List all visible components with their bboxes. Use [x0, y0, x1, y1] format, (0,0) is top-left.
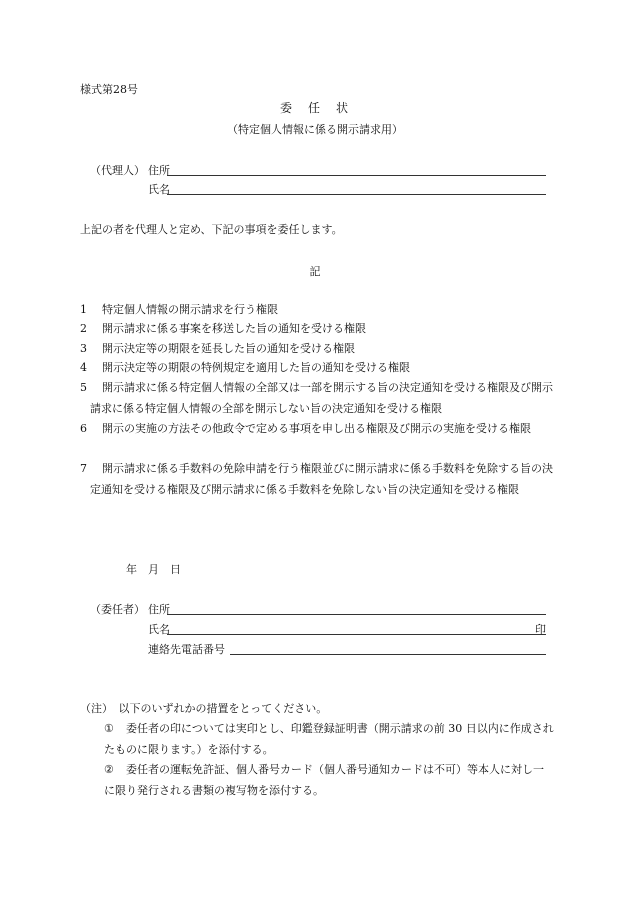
item-number: 3	[80, 342, 87, 355]
item-number: 1	[80, 303, 87, 316]
item-number: 2	[80, 322, 87, 335]
form-number: 様式第28号	[80, 83, 138, 96]
list-item	[80, 419, 556, 440]
principal-phone-label: 連絡先電話番号	[148, 643, 225, 656]
principal-role-label: （委任者）	[90, 603, 145, 616]
item-number: 6	[80, 422, 87, 435]
agent-address-field[interactable]	[167, 175, 546, 176]
note-text: 委任者の印については実印とし、印鑑登録証明書（開示請求の前 30 日以内に作成されたものに限ります。）を添付する。	[104, 722, 554, 756]
list-item	[80, 459, 556, 500]
item-number: 4	[80, 361, 87, 374]
item-text: 特定個人情報の開示請求を行う権限	[102, 303, 278, 316]
agent-name-label: 氏名	[148, 183, 170, 196]
agent-role-label: （代理人）	[90, 164, 145, 177]
note-item	[104, 719, 554, 760]
item-number: 5	[80, 381, 87, 394]
date-line[interactable]: 年 月 日	[126, 563, 181, 576]
note-item	[104, 760, 554, 801]
delegation-statement: 上記の者を代理人と定め、下記の事項を委任します。	[80, 223, 343, 236]
ki-heading: 記	[309, 265, 321, 278]
principal-name-field[interactable]	[167, 634, 546, 635]
notes-heading: （注） 以下のいずれかの措置をとってください。	[80, 702, 328, 715]
item-text: 開示請求に係る事案を移送した旨の通知を受ける権限	[102, 322, 366, 335]
note-text: 委任者の運転免許証、個人番号カード（個人番号通知カードは不可）等本人に対し一に限り発行される書類の複写物を添付する。	[104, 763, 544, 797]
list-item	[80, 300, 556, 321]
item-text: 開示請求に係る特定個人情報の全部又は一部を開示する旨の決定通知を受ける権限及び開示請求に係る特定個人情報の全部を開示しない旨の決定通知を受ける権限	[90, 381, 553, 415]
agent-name-field[interactable]	[167, 194, 546, 195]
item-text: 開示の実施の方法その他政令で定める事項を申し出る権限及び開示の実施を受ける権限	[102, 422, 531, 435]
note-marker: ①	[104, 722, 114, 735]
list-item	[80, 339, 556, 360]
item-text: 開示請求に係る手数料の免除申請を行う権限並びに開示請求に係る手数料を免除する旨の決定通知を受ける権限及び開示請求に係る手数料を免除しない旨の決定通知を受ける権限	[90, 462, 553, 496]
principal-name-label: 氏名	[148, 623, 170, 636]
principal-address-field[interactable]	[167, 614, 546, 615]
principal-phone-field[interactable]	[230, 654, 546, 655]
document-title: 委 任 状	[279, 101, 350, 115]
list-item	[80, 319, 556, 340]
agent-address-label: 住所	[148, 164, 170, 177]
item-text: 開示決定等の期限の特例規定を適用した旨の通知を受ける権限	[102, 361, 410, 374]
list-item	[80, 358, 556, 379]
item-text: 開示決定等の期限を延長した旨の通知を受ける権限	[102, 342, 355, 355]
note-marker: ②	[104, 763, 114, 776]
item-number: 7	[80, 462, 87, 475]
seal-mark: 印	[535, 623, 546, 636]
document-subtitle: （特定個人情報に係る開示請求用）	[227, 123, 403, 136]
principal-address-label: 住所	[148, 603, 170, 616]
list-item	[80, 378, 556, 419]
